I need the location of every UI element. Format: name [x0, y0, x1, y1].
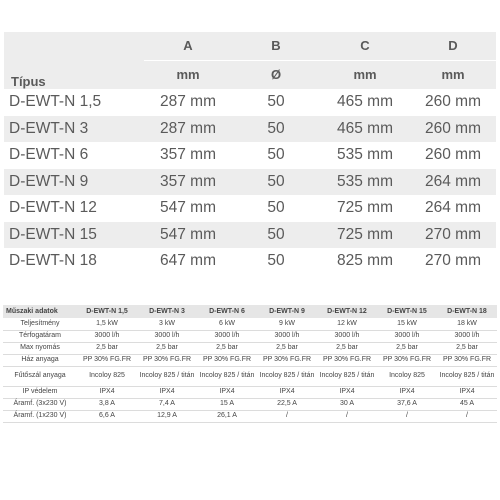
specs-model-header: D-EWT-N 12 [317, 305, 377, 318]
spec-label: Teljesítmény [3, 318, 77, 330]
specs-model-header: D-EWT-N 9 [257, 305, 317, 318]
d-cell: 260 mm [410, 142, 496, 169]
model-cell: D-EWT-N 1,5 [4, 89, 144, 116]
spec-cell: PP 30% FG.FR [257, 354, 317, 366]
spec-cell: PP 30% FG.FR [197, 354, 257, 366]
spec-cell: 2,5 bar [197, 342, 257, 354]
spec-cell: 6,6 A [77, 410, 137, 422]
c-cell: 535 mm [320, 142, 410, 169]
spec-cell: IPX4 [77, 386, 137, 398]
spec-cell: 7,4 A [137, 398, 197, 410]
spec-cell: / [257, 410, 317, 422]
spec-cell: 2,5 bar [137, 342, 197, 354]
dimensions-header-row [4, 32, 496, 60]
specs-table [3, 305, 497, 423]
spec-cell: PP 30% FG.FR [437, 354, 497, 366]
spec-cell: 37,6 A [377, 398, 437, 410]
spec-cell: 2,5 bar [257, 342, 317, 354]
b-cell: 50 [232, 89, 320, 116]
column-a-unit: mm [144, 60, 232, 89]
spec-cell: Incoloy 825 / titán [317, 366, 377, 386]
d-cell: 270 mm [410, 222, 496, 249]
d-cell: 264 mm [410, 195, 496, 222]
table-row [3, 330, 497, 342]
spec-cell: IPX4 [257, 386, 317, 398]
spec-label: Fűtőszál anyaga [3, 366, 77, 386]
b-cell: 50 [232, 222, 320, 249]
spec-cell: / [437, 410, 497, 422]
column-d-unit: mm [410, 60, 496, 89]
spec-cell: IPX4 [137, 386, 197, 398]
c-cell: 725 mm [320, 195, 410, 222]
column-b-header: B [232, 32, 320, 60]
table-row [3, 410, 497, 422]
table-row [4, 222, 496, 249]
table-row [3, 366, 497, 386]
spec-cell: 2,5 bar [77, 342, 137, 354]
spec-cell: 9 kW [257, 318, 317, 330]
spec-cell: / [317, 410, 377, 422]
column-a-header: A [144, 32, 232, 60]
spec-label: Ház anyaga [3, 354, 77, 366]
table-row [4, 169, 496, 196]
a-cell: 287 mm [144, 89, 232, 116]
table-row [4, 89, 496, 116]
table-row [4, 248, 496, 275]
a-cell: 357 mm [144, 169, 232, 196]
spec-cell: 2,5 bar [377, 342, 437, 354]
spec-cell: Incoloy 825 / titán [437, 366, 497, 386]
b-cell: 50 [232, 169, 320, 196]
spec-cell: IPX4 [197, 386, 257, 398]
model-cell: D-EWT-N 15 [4, 222, 144, 249]
b-cell: 50 [232, 248, 320, 275]
spec-cell: 2,5 bar [437, 342, 497, 354]
spec-cell: 45 A [437, 398, 497, 410]
spec-cell: 15 A [197, 398, 257, 410]
specs-model-header: D-EWT-N 18 [437, 305, 497, 318]
spec-cell: IPX4 [437, 386, 497, 398]
b-cell: 50 [232, 116, 320, 143]
table-row [3, 386, 497, 398]
specs-model-header: D-EWT-N 1,5 [77, 305, 137, 318]
table-row [4, 142, 496, 169]
b-cell: 50 [232, 195, 320, 222]
spec-cell: Incoloy 825 [377, 366, 437, 386]
model-cell: D-EWT-N 3 [4, 116, 144, 143]
type-header: Típus [4, 32, 144, 89]
d-cell: 264 mm [410, 169, 496, 196]
a-cell: 287 mm [144, 116, 232, 143]
spec-cell: 3000 l/h [377, 330, 437, 342]
a-cell: 547 mm [144, 222, 232, 249]
spec-cell: / [377, 410, 437, 422]
d-cell: 270 mm [410, 248, 496, 275]
column-d-header: D [410, 32, 496, 60]
b-cell: 50 [232, 142, 320, 169]
spec-cell: 22,5 A [257, 398, 317, 410]
table-row [3, 342, 497, 354]
spec-cell: 26,1 A [197, 410, 257, 422]
d-cell: 260 mm [410, 116, 496, 143]
spec-cell: PP 30% FG.FR [137, 354, 197, 366]
spec-cell: PP 30% FG.FR [377, 354, 437, 366]
specs-model-header: D-EWT-N 15 [377, 305, 437, 318]
c-cell: 465 mm [320, 116, 410, 143]
specs-title: Műszaki adatok [3, 305, 77, 318]
a-cell: 357 mm [144, 142, 232, 169]
spec-cell: 3000 l/h [197, 330, 257, 342]
specs-model-header: D-EWT-N 3 [137, 305, 197, 318]
a-cell: 547 mm [144, 195, 232, 222]
table-row [4, 116, 496, 143]
model-cell: D-EWT-N 18 [4, 248, 144, 275]
spec-cell: 30 A [317, 398, 377, 410]
spec-cell: 18 kW [437, 318, 497, 330]
spec-cell: 12 kW [317, 318, 377, 330]
spec-cell: 12,9 A [137, 410, 197, 422]
dimensions-table [4, 32, 496, 275]
table-row [4, 195, 496, 222]
specs-header-row [3, 305, 497, 318]
c-cell: 825 mm [320, 248, 410, 275]
column-b-unit: Ø [232, 60, 320, 89]
spec-label: Áramf. (1x230 V) [3, 410, 77, 422]
spec-label: Térfogatáram [3, 330, 77, 342]
spec-cell: PP 30% FG.FR [77, 354, 137, 366]
spec-label: Max nyomás [3, 342, 77, 354]
column-c-unit: mm [320, 60, 410, 89]
c-cell: 535 mm [320, 169, 410, 196]
c-cell: 465 mm [320, 89, 410, 116]
spec-cell: 3,8 A [77, 398, 137, 410]
spec-cell: 3000 l/h [77, 330, 137, 342]
spec-label: Áramf. (3x230 V) [3, 398, 77, 410]
spec-label: IP védelem [3, 386, 77, 398]
spec-cell: 3000 l/h [317, 330, 377, 342]
spec-cell: Incoloy 825 / titán [197, 366, 257, 386]
table-row [3, 354, 497, 366]
spec-cell: Incoloy 825 [77, 366, 137, 386]
spec-cell: 2,5 bar [317, 342, 377, 354]
table-row [3, 398, 497, 410]
column-c-header: C [320, 32, 410, 60]
model-cell: D-EWT-N 12 [4, 195, 144, 222]
spec-cell: 1,5 kW [77, 318, 137, 330]
spec-cell: IPX4 [377, 386, 437, 398]
d-cell: 260 mm [410, 89, 496, 116]
specs-model-header: D-EWT-N 6 [197, 305, 257, 318]
spec-cell: Incoloy 825 / titán [137, 366, 197, 386]
spec-cell: 15 kW [377, 318, 437, 330]
spec-cell: 3000 l/h [137, 330, 197, 342]
c-cell: 725 mm [320, 222, 410, 249]
spec-cell: 3000 l/h [257, 330, 317, 342]
model-cell: D-EWT-N 9 [4, 169, 144, 196]
spec-cell: 3 kW [137, 318, 197, 330]
spec-cell: IPX4 [317, 386, 377, 398]
model-cell: D-EWT-N 6 [4, 142, 144, 169]
table-row [3, 318, 497, 330]
a-cell: 647 mm [144, 248, 232, 275]
spec-cell: 3000 l/h [437, 330, 497, 342]
spec-cell: 6 kW [197, 318, 257, 330]
spec-cell: PP 30% FG.FR [317, 354, 377, 366]
spec-cell: Incoloy 825 / titán [257, 366, 317, 386]
